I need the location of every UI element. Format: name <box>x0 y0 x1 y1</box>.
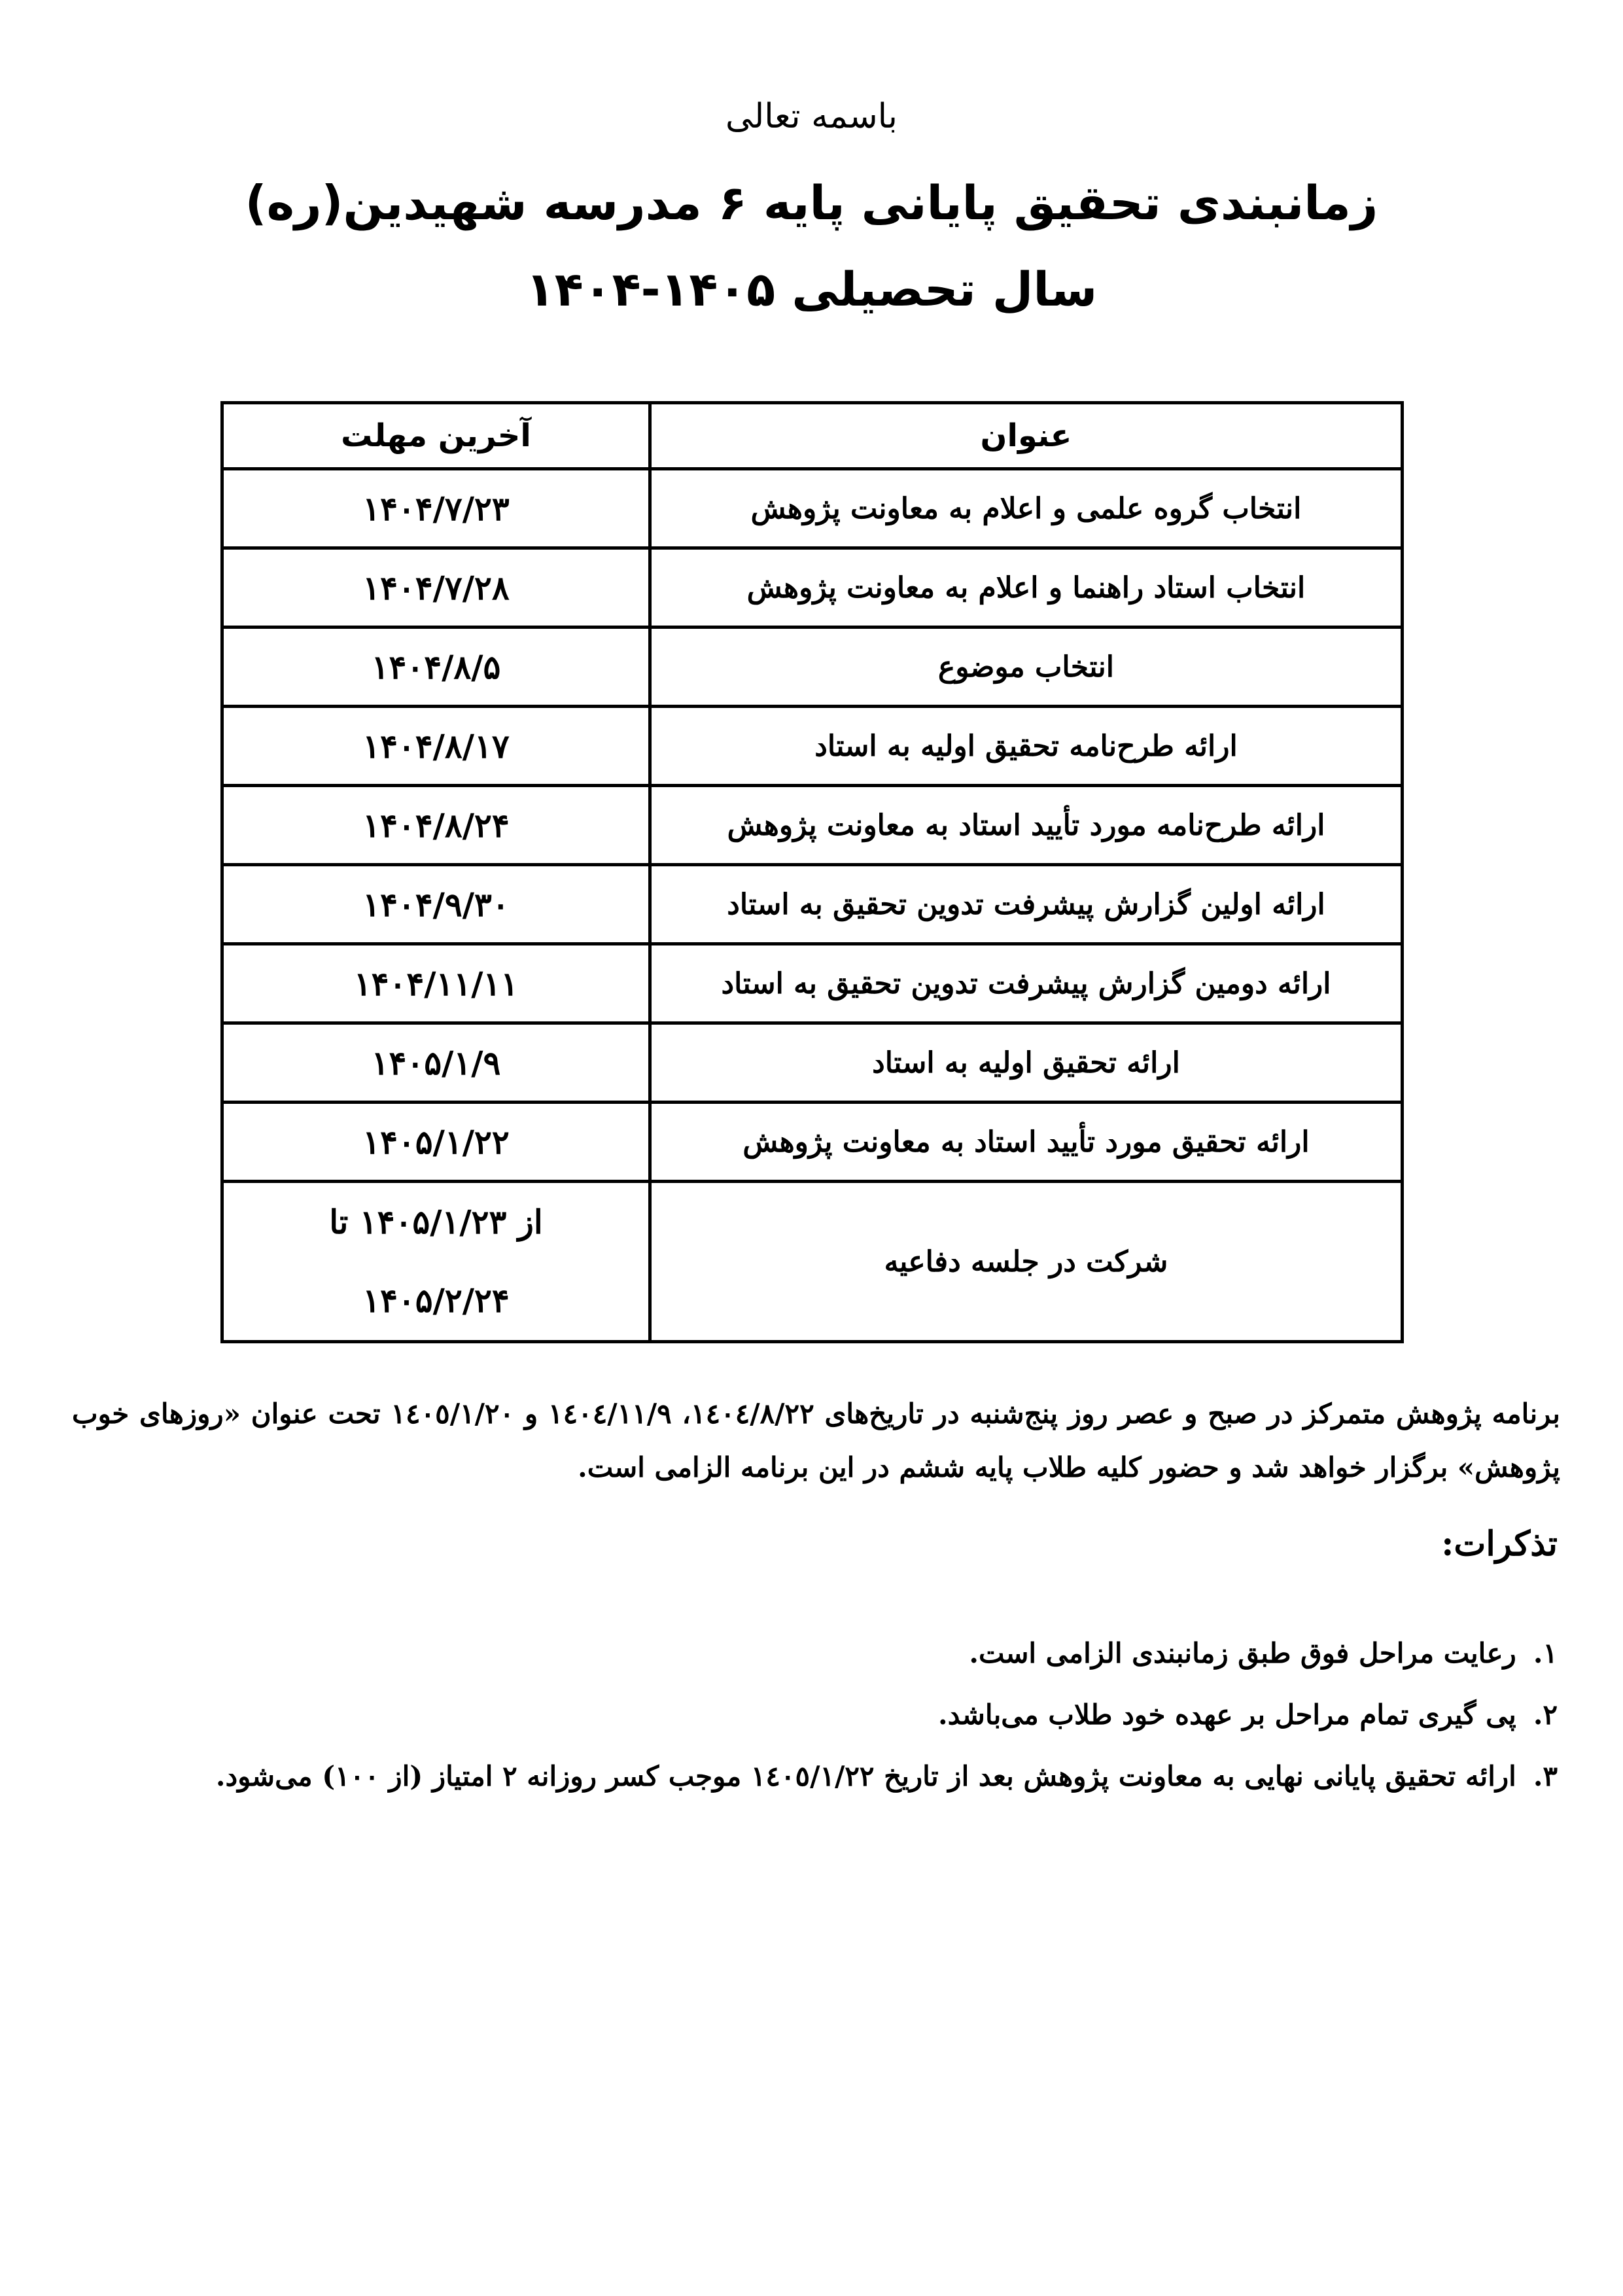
row-deadline: ۱۴۰۴/۸/۵ <box>222 627 650 707</box>
row-deadline: ۱۴۰۴/۷/۲۸ <box>222 548 650 627</box>
academic-year-label: سال تحصیلی <box>792 262 1098 317</box>
table-row <box>222 865 1403 944</box>
row-title: ارائه اولین گزارش پیشرفت تدوین تحقیق به استاد <box>650 865 1403 944</box>
row-deadline: ۱۴۰۴/۷/۲۳ <box>222 469 650 548</box>
bismillah-heading: باسمه تعالی <box>725 97 898 136</box>
column-header-title: عنوان <box>650 403 1403 469</box>
table-row <box>222 469 1403 548</box>
row-deadline: ۱۴۰۴/۱۱/۱۱ <box>222 944 650 1023</box>
table-row <box>222 1023 1403 1103</box>
document-title: زمانبندی تحقیق پایانی پایه ۶ مدرسه شهیدین(ره) <box>245 175 1378 230</box>
row-deadline: ۱۴۰۴/۹/۳۰ <box>222 865 650 944</box>
row-title: ارائه تحقیق مورد تأیید استاد به معاونت پژوهش <box>650 1103 1403 1182</box>
table-row <box>222 707 1403 786</box>
row-title: ارائه طرح‌نامه تحقیق اولیه به استاد <box>650 707 1403 786</box>
note-item <box>66 1623 1558 1684</box>
row-title: شرکت در جلسه دفاعیه <box>650 1182 1403 1342</box>
table-row <box>222 1103 1403 1182</box>
row-title: ارائه طرح‌نامه مورد تأیید استاد به معاونت پژوهش <box>650 786 1403 865</box>
row-deadline: ۱۴۰۴/۸/۲۴ <box>222 786 650 865</box>
program-announcement-paragraph: برنامه پژوهش متمرکز در صبح و عصر روز پنج‌شنبه در تاریخ‌های ١٤٠٤/٨/٢٢، ١٤٠٤/١١/٩ و ١٤٠٥/١/٢٠ تحت عنوان «روزهای خوب پژوهش» برگزار خواهد شد و حضور کلیه طلاب پایه ششم در این برنامه الزامی است. <box>72 1398 1560 1483</box>
table-header-row <box>222 403 1403 469</box>
row-deadline: ۱۴۰۵/۱/۲۲ <box>222 1103 650 1182</box>
note-number: ۳. <box>1533 1760 1558 1792</box>
column-header-deadline: آخرین مهلت <box>222 403 650 469</box>
academic-year-value: ۱۴۰۴-۱۴۰۵ <box>525 262 776 317</box>
table-row-defense <box>222 1182 1403 1342</box>
row-title: انتخاب گروه علمی و اعلام به معاونت پژوهش <box>650 469 1403 548</box>
schedule-table <box>220 401 1404 1343</box>
table-row <box>222 627 1403 707</box>
note-text: ارائه تحقیق پایانی نهایی به معاونت پژوهش بعد از تاریخ ١٤٠٥/١/٢٢ موجب کسر روزانه ۲ امتیاز (از ۱۰۰) می‌شود. <box>215 1760 1516 1792</box>
row-title: انتخاب موضوع <box>650 627 1403 707</box>
row-title: ارائه دومین گزارش پیشرفت تدوین تحقیق به استاد <box>650 944 1403 1023</box>
deadline-range-start: از ۱۴۰۵/۱/۲۳ تا <box>329 1203 543 1241</box>
row-deadline-range <box>222 1182 650 1342</box>
note-number: ۱. <box>1533 1637 1558 1669</box>
academic-year-title <box>0 256 1623 322</box>
note-text: پی گیری تمام مراحل بر عهده خود طلاب می‌باشد. <box>937 1699 1516 1731</box>
row-title: ارائه تحقیق اولیه به استاد <box>650 1023 1403 1103</box>
row-title: انتخاب استاد راهنما و اعلام به معاونت پژوهش <box>650 548 1403 627</box>
note-item <box>66 1746 1558 1807</box>
row-deadline: ۱۴۰۵/۱/۹ <box>222 1023 650 1103</box>
note-text: رعایت مراحل فوق طبق زمانبندی الزامی است. <box>969 1637 1516 1669</box>
row-deadline: ۱۴۰۴/۸/۱۷ <box>222 707 650 786</box>
note-item <box>66 1684 1558 1746</box>
deadline-range-end: ۱۴۰۵/۲/۲۴ <box>362 1281 510 1320</box>
table-row <box>222 786 1403 865</box>
notes-list <box>66 1623 1558 1807</box>
note-number: ۲. <box>1533 1699 1558 1731</box>
table-row <box>222 944 1403 1023</box>
notes-heading: تذکرات: <box>1441 1524 1558 1564</box>
table-row <box>222 548 1403 627</box>
